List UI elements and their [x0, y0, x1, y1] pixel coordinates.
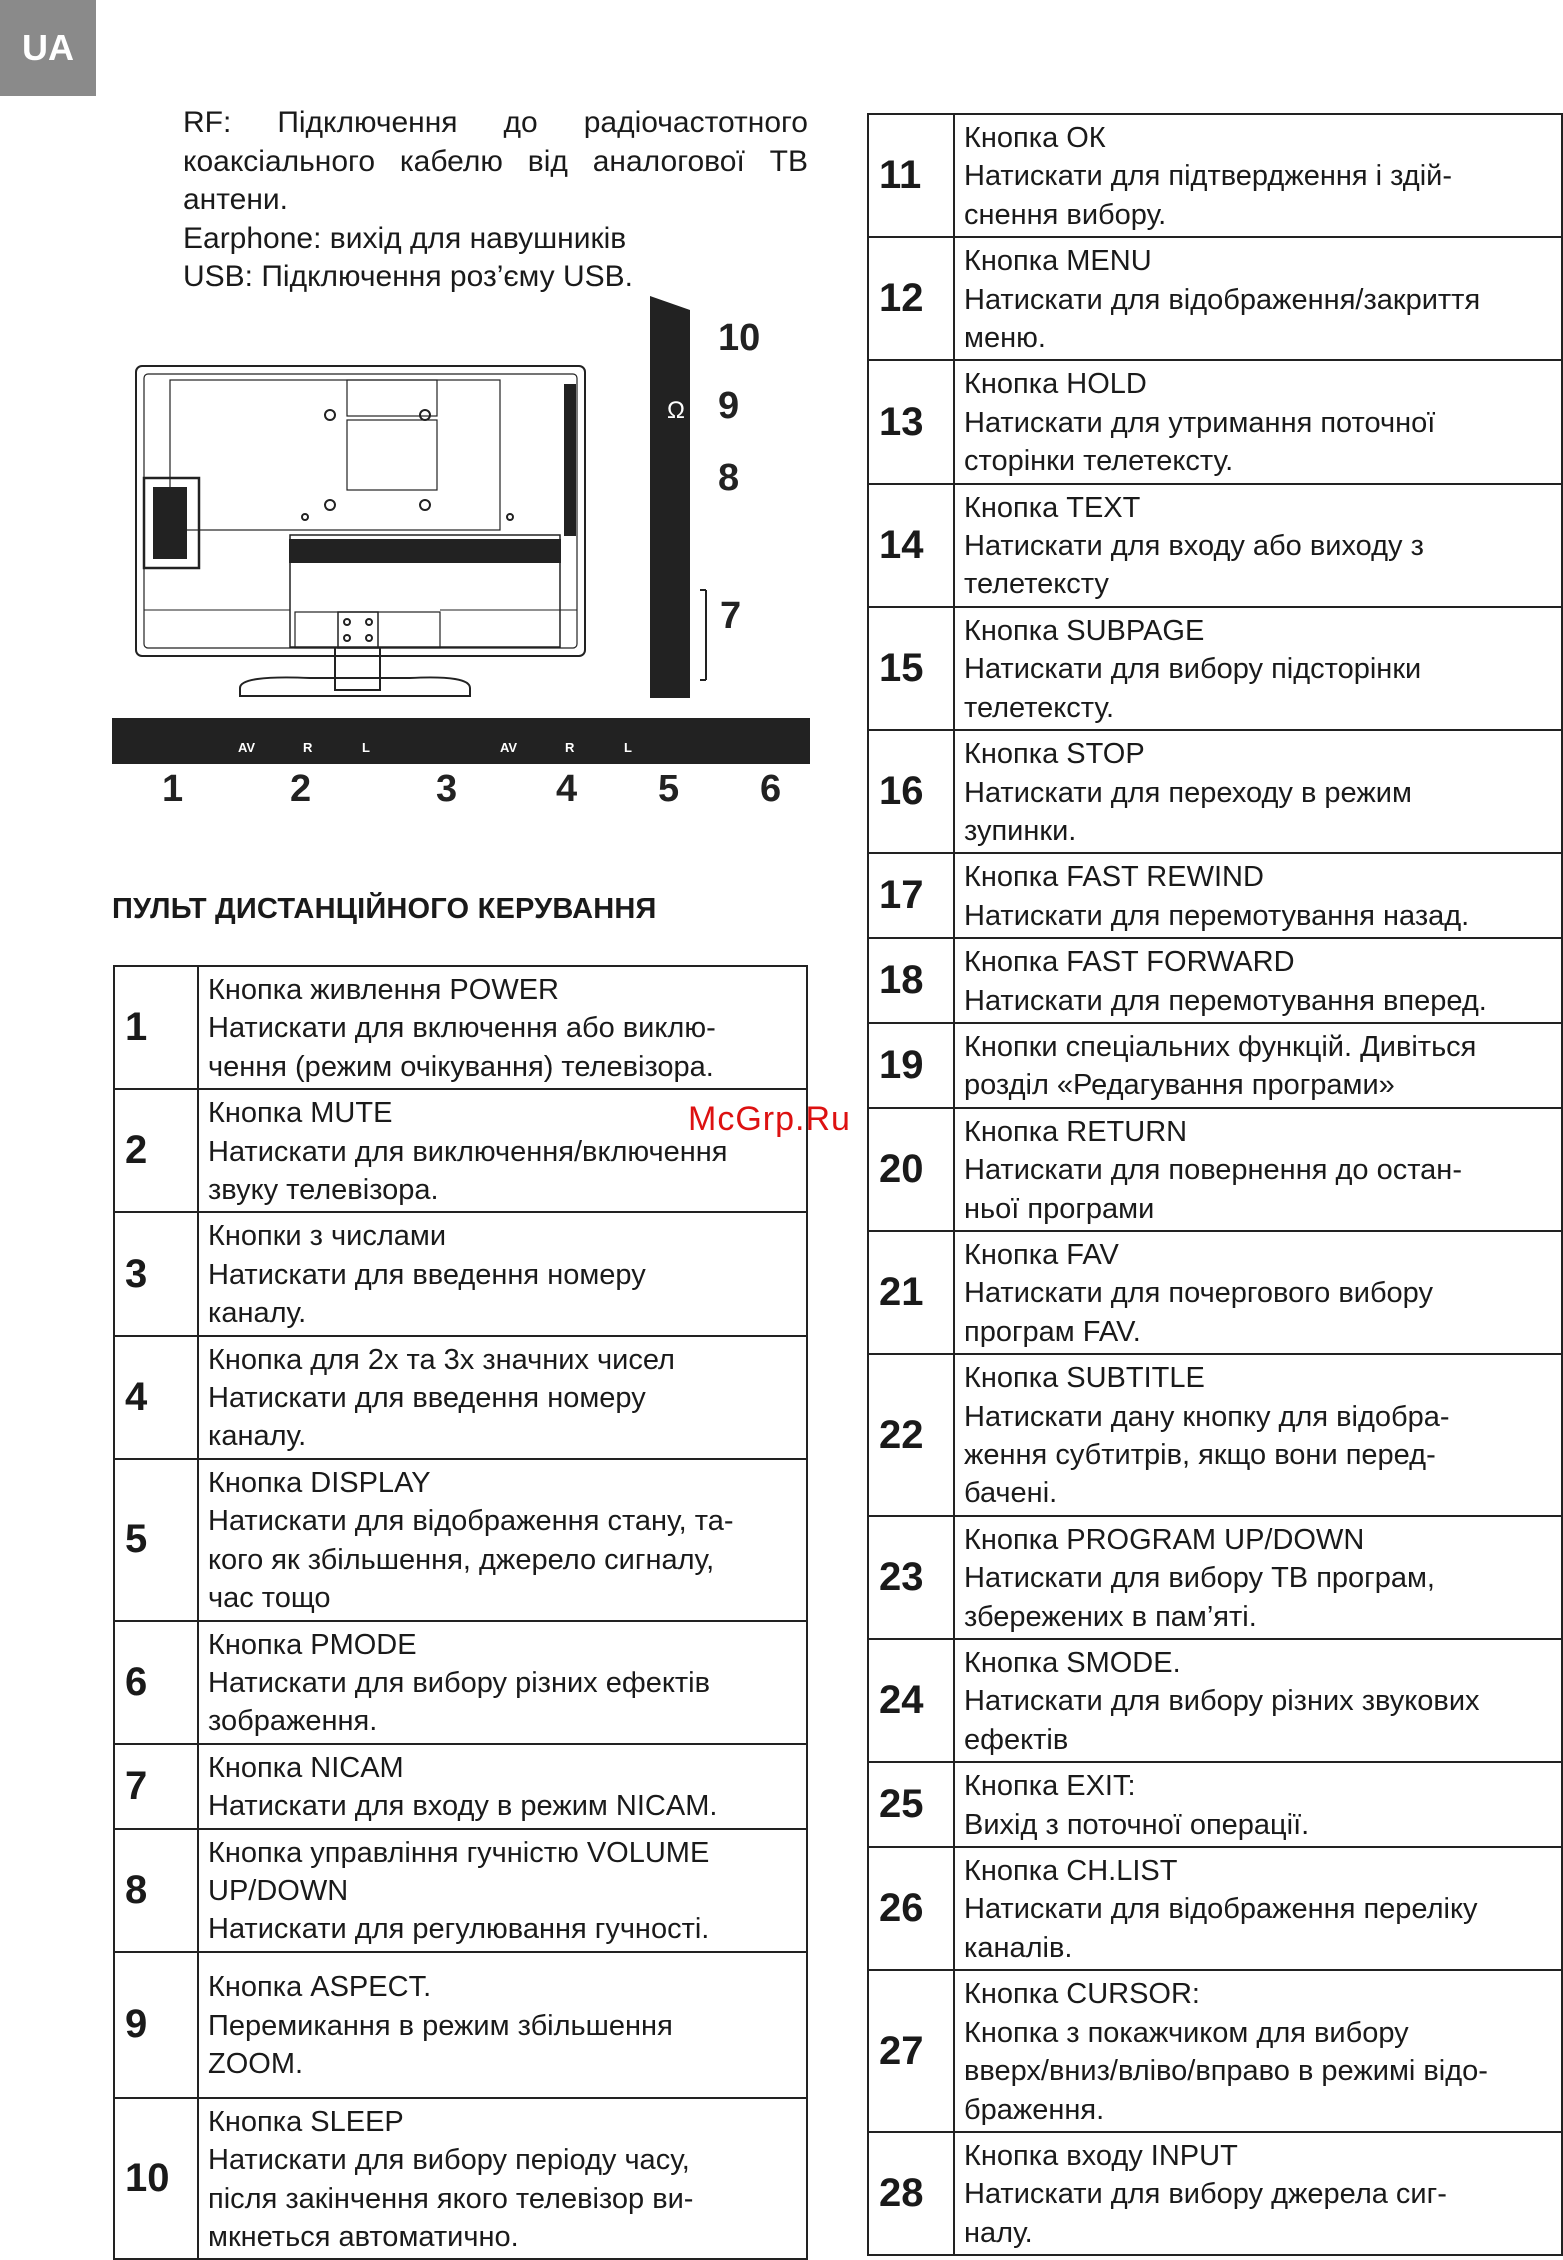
key-description-text: Кнопки спеціальних функцій. Дивіться розділ «Редагування програми» — [964, 1030, 1477, 1102]
key-description-text: Кнопка EXIT: Вихід з поточної операції. — [964, 1770, 1310, 1841]
key-number: 8 — [114, 1829, 198, 1952]
key-description-text: Кнопка ASPECT. Перемикання в режим збільшення ZOOM. — [208, 1971, 673, 2080]
key-description-text: Кнопка MENU Натискати для відображення/закриття меню. — [964, 245, 1481, 355]
key-description — [198, 1212, 807, 1335]
connector-label: L — [362, 740, 370, 755]
key-number: 20 — [868, 1108, 954, 1231]
key-number: 28 — [868, 2132, 954, 2255]
remote-key-row — [868, 853, 1562, 938]
key-description — [954, 114, 1562, 237]
remote-key-row — [114, 1459, 807, 1621]
key-number: 21 — [868, 1231, 954, 1354]
key-description-text: Кнопка SUBPAGE Натискати для вибору підсторінки телетексту. — [964, 614, 1422, 724]
key-number: 26 — [868, 1847, 954, 1970]
key-description — [954, 1762, 1562, 1847]
key-number: 19 — [868, 1023, 954, 1108]
bottom-number: 1 — [162, 768, 184, 810]
key-number: 18 — [868, 938, 954, 1023]
bottom-connector-panel — [112, 718, 810, 764]
key-number: 11 — [868, 114, 954, 237]
remote-key-row — [868, 484, 1562, 607]
side-number: 10 — [718, 317, 761, 359]
key-description-text: Кнопка для 2х та 3х значних чисел Натискати для введення номеру каналу. — [208, 1343, 675, 1453]
key-description — [954, 1516, 1562, 1639]
key-description — [954, 1354, 1562, 1516]
remote-key-row — [868, 1023, 1562, 1108]
remote-key-row — [868, 1762, 1562, 1847]
tv-rear-illustration — [136, 366, 585, 696]
remote-key-row — [868, 1639, 1562, 1762]
remote-key-row — [868, 1516, 1562, 1639]
remote-key-row — [868, 938, 1562, 1023]
key-description — [954, 1108, 1562, 1231]
key-description — [198, 1336, 807, 1459]
remote-key-row — [114, 1336, 807, 1459]
key-description-text: Кнопка FAST REWIND Натискати для перемотування назад. — [964, 861, 1470, 932]
remote-key-row — [868, 2132, 1562, 2255]
key-number: 12 — [868, 237, 954, 360]
watermark: McGrp.Ru — [688, 1100, 851, 1138]
key-description — [954, 607, 1562, 730]
remote-key-row — [114, 966, 807, 1089]
key-description — [198, 2098, 807, 2260]
key-number: 15 — [868, 607, 954, 730]
key-description — [954, 1970, 1562, 2132]
connector-label: AV — [500, 740, 518, 755]
key-description — [954, 853, 1562, 938]
key-description-text: Кнопка DISPLAY Натискати для відображення стану, та- кого як збільшення, джерело сигналу, час тощо — [208, 1466, 734, 1615]
key-description-text: Кнопка HOLD Натискати для утримання поточної сторінки телетексту. — [964, 368, 1436, 478]
key-description-text: Кнопка FAV Натискати для почергового вибору програм FAV. — [964, 1238, 1433, 1348]
key-number: 14 — [868, 484, 954, 607]
remote-key-row — [868, 1231, 1562, 1354]
connector-label: AV — [238, 740, 256, 755]
key-description-text: Кнопка SMODE. Натискати для вибору різних звукових ефектів — [964, 1647, 1480, 1756]
key-number: 1 — [114, 966, 198, 1089]
earphone-icon: Ω — [667, 397, 685, 424]
key-number: 24 — [868, 1639, 954, 1762]
key-description-text: Кнопка PMODE Натискати для вибору різних ефектів зображення. — [208, 1628, 710, 1738]
earphone-description: Earphone: вихід для навушників — [183, 221, 627, 255]
tv-rear-panel-diagram — [110, 290, 825, 830]
rf-description: RF: Підключення до радіочастотного коаксіального кабелю від аналогової ТВ антени. — [183, 106, 808, 216]
key-description-text: Кнопка FAST FORWARD Натискати для перемотування вперед. — [964, 946, 1487, 1017]
bottom-number: 4 — [556, 768, 578, 810]
side-number: 7 — [720, 595, 742, 637]
remote-key-row — [868, 114, 1562, 237]
key-number: 4 — [114, 1336, 198, 1459]
remote-key-row — [868, 1108, 1562, 1231]
connector-label: R — [565, 740, 575, 755]
connector-label: R — [303, 740, 313, 755]
key-description — [954, 730, 1562, 853]
key-number: 17 — [868, 853, 954, 938]
bottom-number: 5 — [658, 768, 680, 810]
remote-key-row — [114, 1744, 807, 1829]
key-number: 7 — [114, 1744, 198, 1829]
key-description — [954, 1639, 1562, 1762]
key-number: 22 — [868, 1354, 954, 1516]
key-description — [198, 1744, 807, 1829]
key-description-text: Кнопки з числами Натискати для введення номеру каналу. — [208, 1220, 646, 1330]
remote-key-row — [868, 1354, 1562, 1516]
key-description-text: Кнопка RETURN Натискати для повернення до остан- ньої програми — [964, 1115, 1462, 1225]
remote-key-row — [868, 360, 1562, 483]
remote-key-row — [114, 1829, 807, 1952]
key-description-text: Кнопка PROGRAM UP/DOWN Натискати для вибору ТВ програм, збережених в пам’яті. — [964, 1523, 1435, 1633]
bottom-number: 2 — [290, 768, 312, 810]
key-number: 27 — [868, 1970, 954, 2132]
key-description — [198, 966, 807, 1089]
key-number: 5 — [114, 1459, 198, 1621]
key-description-text: Кнопка живлення POWER Натискати для включення або виклю- чення (режим очікування) телевізора. — [208, 974, 716, 1083]
key-description-text: Кнопка CURSOR: Кнопка з покажчиком для вибору вверх/вниз/вліво/вправо в режимі відо- браження. — [964, 1978, 1488, 2126]
key-description-text: Кнопка управління гучністю VOLUME UP/DOWN Натискати для регулювання гучності. — [208, 1836, 710, 1946]
key-number: 25 — [868, 1762, 954, 1847]
key-number: 2 — [114, 1089, 198, 1212]
remote-keys-table-right — [867, 113, 1563, 2256]
language-tab: UA — [0, 0, 96, 96]
remote-section-title: ПУЛЬТ ДИСТАНЦІЙНОГО КЕРУВАННЯ — [112, 893, 657, 925]
key-description — [954, 237, 1562, 360]
key-number: 23 — [868, 1516, 954, 1639]
key-description-text: Кнопка TEXT Натискати для входу або виходу з телетексту — [964, 491, 1424, 601]
key-number: 13 — [868, 360, 954, 483]
key-description-text: Кнопка CH.LIST Натискати для відображення переліку каналів. — [964, 1855, 1478, 1964]
remote-key-row — [868, 1970, 1562, 2132]
key-description-text: Кнопка входу INPUT Натискати для вибору джерела сиг- налу. — [964, 2139, 1447, 2249]
key-number: 3 — [114, 1212, 198, 1335]
remote-key-row — [114, 1212, 807, 1335]
key-description — [198, 1459, 807, 1621]
key-description — [954, 360, 1562, 483]
remote-key-row — [868, 607, 1562, 730]
remote-key-row — [868, 237, 1562, 360]
key-number: 6 — [114, 1621, 198, 1744]
remote-key-row — [868, 1847, 1562, 1970]
remote-key-row — [868, 730, 1562, 853]
key-description-text: Кнопка STOP Натискати для переходу в режим зупинки. — [964, 738, 1412, 847]
key-description-text: Кнопка SUBTITLE Натискати дану кнопку для відобра- ження субтитрів, якщо вони перед- бачені. — [964, 1362, 1450, 1510]
key-description — [954, 1231, 1562, 1354]
key-description — [198, 1829, 807, 1952]
side-number: 8 — [718, 457, 740, 499]
connector-description — [183, 104, 808, 297]
key-description — [198, 1952, 807, 2098]
key-number: 9 — [114, 1952, 198, 2098]
key-description-text: Кнопка NICAM Натискати для входу в режим NICAM. — [208, 1751, 718, 1823]
key-description — [954, 484, 1562, 607]
key-description-text: Кнопка ОК Натискати для підтвердження і здій- снення вибору. — [964, 122, 1453, 231]
connector-label: L — [624, 740, 632, 755]
side-number: 9 — [718, 385, 740, 427]
key-description-text: Кнопка SLEEP Натискати для вибору періоду часу, після закінчення якого телевізор ви- мкнеться автоматично. — [208, 2105, 694, 2253]
remote-key-row — [114, 2098, 807, 2260]
key-description — [954, 938, 1562, 1023]
key-number: 10 — [114, 2098, 198, 2260]
key-description — [954, 1847, 1562, 1970]
remote-key-row — [114, 1952, 807, 2098]
key-description — [954, 2132, 1562, 2255]
bottom-number: 3 — [436, 768, 458, 810]
key-description — [954, 1023, 1562, 1108]
bottom-number: 6 — [760, 768, 782, 810]
key-description-text: Кнопка MUTE Натискати для виключення/включення звуку телевізора. — [208, 1097, 728, 1207]
side-connector-panel — [650, 296, 690, 698]
remote-keys-table-left — [113, 965, 808, 2260]
usb-description: USB: Підключення роз’єму USB. — [183, 260, 633, 293]
key-number: 16 — [868, 730, 954, 853]
remote-key-row — [114, 1621, 807, 1744]
key-description — [198, 1621, 807, 1744]
